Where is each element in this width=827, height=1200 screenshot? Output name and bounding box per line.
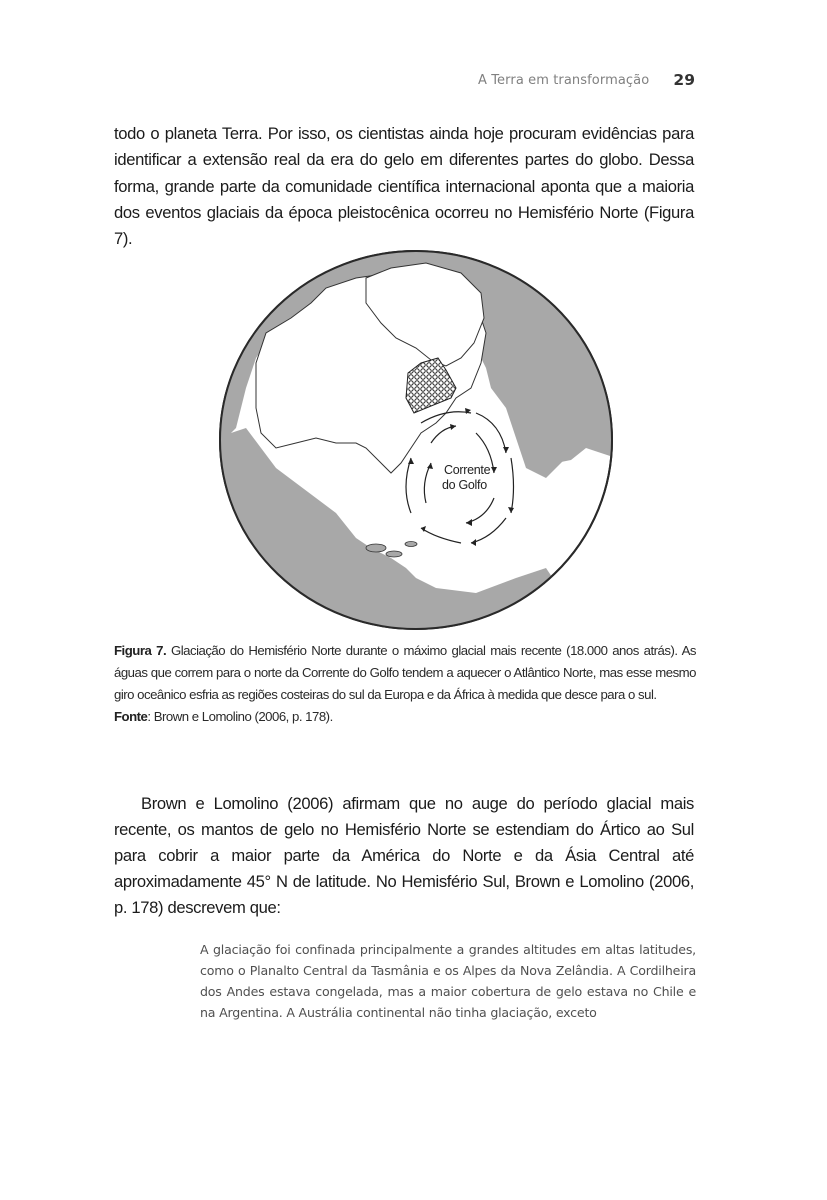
figure-caption: [114, 640, 696, 728]
island: [386, 551, 402, 557]
body-paragraph-1: todo o planeta Terra. Por isso, os cientistas ainda hoje procuram evidências para identificar a extensão real da era do gelo em diferentes partes do globo. Dessa forma, grande parte da comunidade científica internacional aponta que a maioria dos eventos glaciais da época pleistocênica ocorreu no Hemisfério Norte (Figura 7).: [114, 124, 694, 249]
caption-text: Glaciação do Hemisfério Norte durante o máximo glacial mais recente (18.000 anos atrás). As águas que correm para o norte da Corrente do Golfo tendem a aquecer o Atlântico Norte, mas esse mesmo giro oceânico esfria as regiões costeiras do sul da Europa e da África à medida que desce para o sul.: [114, 643, 696, 702]
caption-label: Figura 7.: [114, 643, 167, 658]
map-label-corrente: Corrente: [444, 463, 491, 477]
page-number: 29: [673, 71, 695, 89]
map-label-do-golfo: do Golfo: [442, 478, 487, 492]
source-text: : Brown e Lomolino (2006, p. 178).: [147, 709, 333, 724]
island: [405, 542, 417, 547]
island: [366, 544, 386, 552]
figure-7-map: [216, 248, 616, 632]
globe-map: [216, 248, 616, 632]
body-paragraph-2: Brown e Lomolino (2006) afirmam que no auge do período glacial mais recente, os mantos de gelo no Hemisfério Norte se estendiam do Ártico ao Sul para cobrir a maior parte da América do Norte e da Ásia Central até aproximadamente 45° N de latitude. No Hemisfério Sul, Brown e Lomolino (2006, p. 178) descrevem que:: [114, 794, 694, 917]
running-header: [470, 73, 695, 93]
running-title: A Terra em transformação: [478, 73, 650, 88]
source-label: Fonte: [114, 709, 148, 724]
block-quote: A glaciação foi confinada principalmente a grandes altitudes em altas latitudes, como o Planalto Central da Tasmânia e os Alpes da Nova Zelândia. A Cordilheira dos Andes estava congelada, mas a maior cobertura de gelo estava no Chile e na Argentina. A Austrália continental não tinha glaciação, exceto: [200, 942, 696, 1020]
